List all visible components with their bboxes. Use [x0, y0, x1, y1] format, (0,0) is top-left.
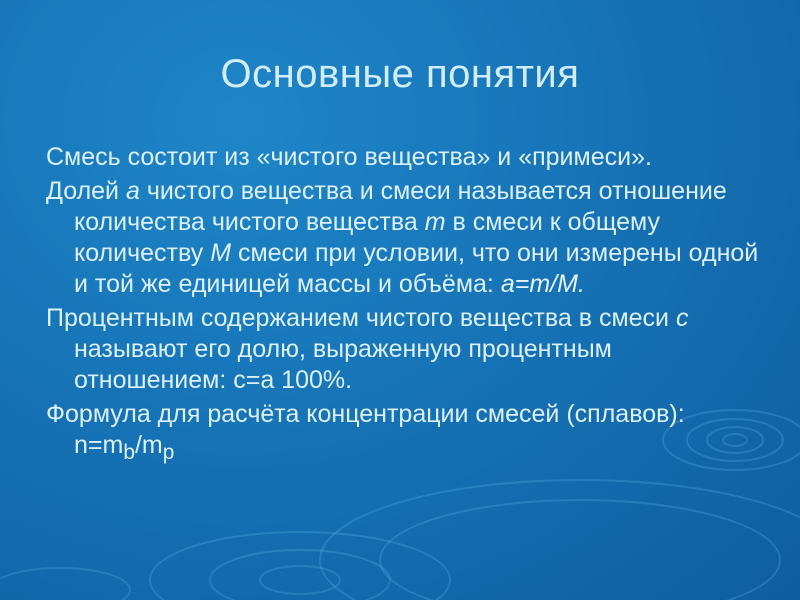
text-segment: /m — [134, 431, 163, 459]
subscript-p: p — [162, 441, 175, 464]
text-segment: Формула для расчёта концентрации смесей (сплавов): n=m — [46, 400, 685, 459]
variable-c: с — [675, 304, 689, 332]
variable-a: а — [125, 177, 140, 205]
text-segment: смеси при условии, что они измерены одной и той же единицей массы и объёма: — [74, 239, 759, 298]
paragraph-percent-content — [46, 303, 766, 396]
text-segment: чистого вещества и смеси называется отношение количества чистого вещества — [74, 177, 727, 236]
text-segment: Долей — [46, 177, 126, 205]
variable-M: M — [210, 239, 232, 267]
paragraph-text: Смесь состоит из «чистого вещества» и «примеси». — [46, 143, 652, 171]
slide-title: Основные понятия — [220, 52, 580, 96]
paragraph-mixture — [46, 142, 766, 173]
variable-m: m — [424, 208, 446, 236]
paragraph-concentration-formula — [46, 399, 766, 468]
formula-fraction: a=m/M. — [500, 270, 585, 298]
text-segment: в смеси к общему количеству — [74, 208, 661, 267]
text-segment: Процентным содержанием чистого вещества в смеси — [46, 304, 676, 332]
paragraph-fraction-definition — [46, 176, 766, 300]
slide-body — [46, 142, 766, 471]
subscript-b: b — [123, 441, 135, 464]
text-segment: называют его долю, выраженную процентным отношением: с=а 100%. — [74, 335, 612, 394]
